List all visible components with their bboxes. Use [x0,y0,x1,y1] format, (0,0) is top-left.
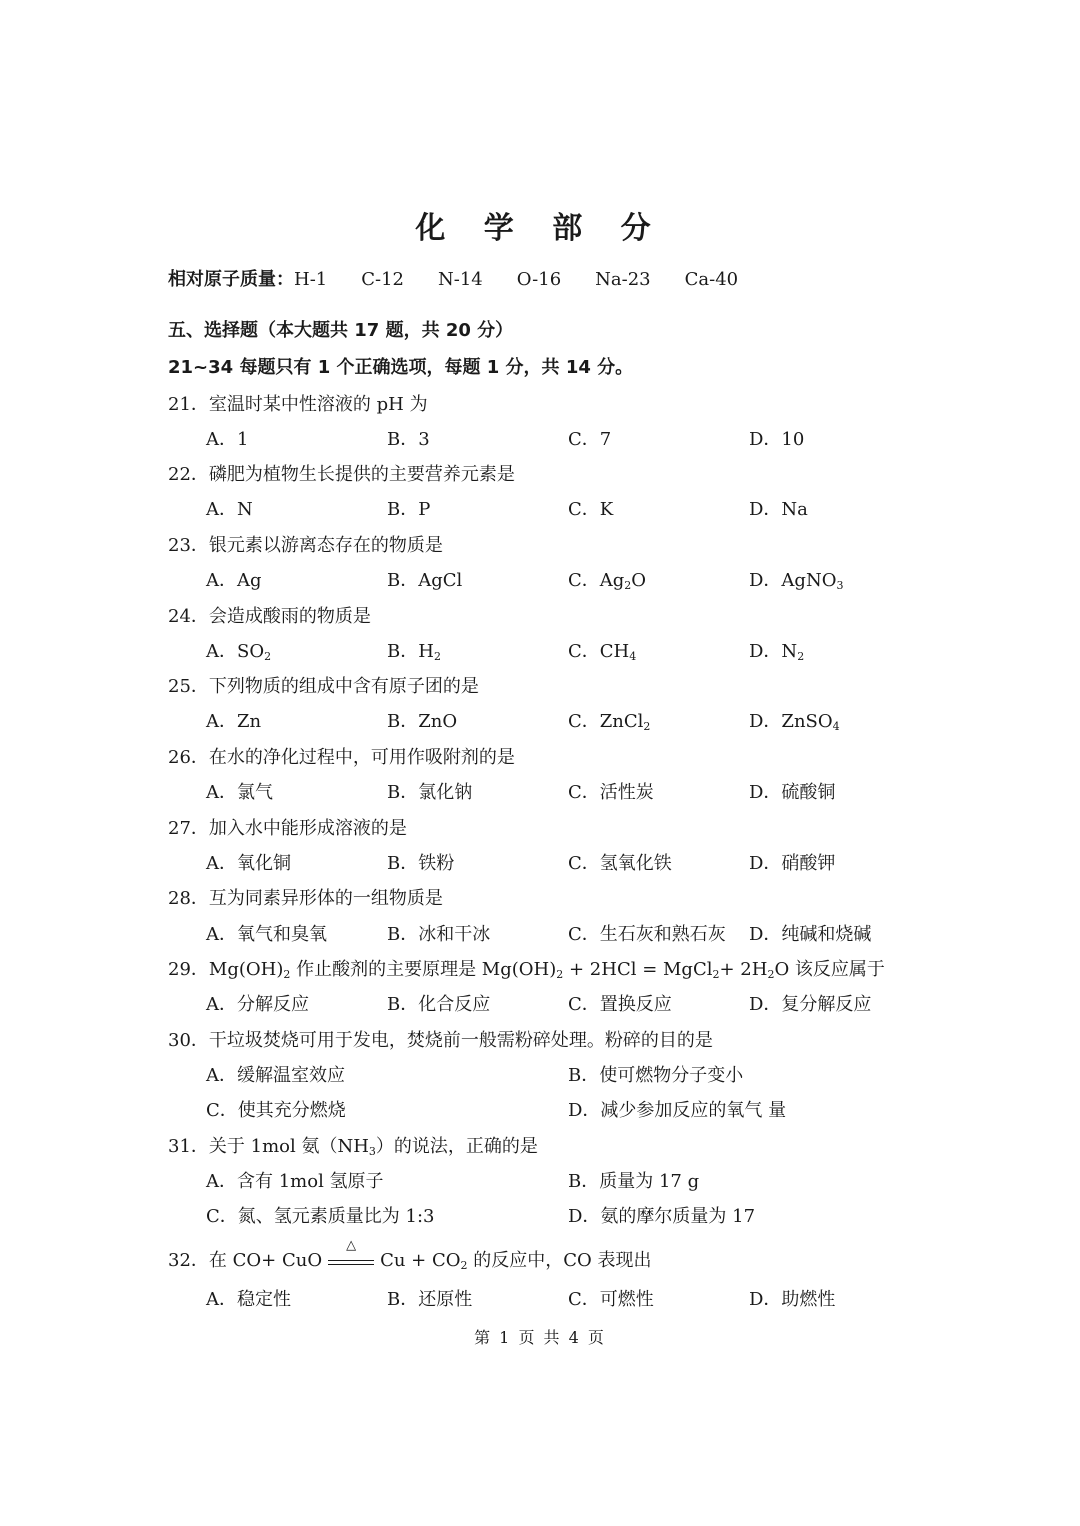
q27-option-b: B．铁粉 [387,853,455,874]
q22-option-c: C．K [568,499,614,520]
question-23-stem: 23．银元素以游离态存在的物质是 [168,535,443,556]
q25-option-b: B．ZnO [387,711,458,732]
q21-option-c: C．7 [568,429,612,450]
q21-option-a: A．1 [206,429,249,450]
q32-option-a: A．稳定性 [206,1289,291,1310]
q29-option-d: D．复分解反应 [749,994,872,1015]
q23-option-b: B．AgCl [387,570,463,591]
q22-option-b: B．P [387,499,431,520]
question-31-stem: 31．关于 1mol 氨$(NH_3)$的说法，正确的是 [168,1136,538,1158]
question-22-stem: 22．磷肥为植物生长提供的主要营养元素是 [168,464,515,485]
q22-option-a: A．N [206,499,253,520]
q21-option-b: B．3 [387,429,430,450]
question-29-stem: 29．$Mg(OH)_2$ 作止酸剂的主要原理是 $Mg(OH)_2 + 2HCl$ = MgCl$_2$+ $2H_2O$ 该反应属于 [168,959,885,981]
mass-ca: Ca-40 [684,269,739,290]
atomic-masses-label: 相对原子质量： [168,269,294,290]
q31-option-b: B．质量为 17 g [568,1171,700,1192]
q31-option-c: C．氮、氢元素质量比为 1:3 [206,1206,435,1227]
q23-option-a: A．Ag [206,570,262,591]
question-30-stem: 30．干垃圾焚烧可用于发电，焚烧前一般需粉碎处理。粉碎的目的是 [168,1030,713,1051]
page-footer: 第 1 页 共 4 页 [474,1328,606,1347]
question-32-stem: 32．在 CO+ CuO △ $Cu + CO_2$ 的反应中，CO 表现出 [168,1238,652,1272]
q29-option-b: B．化合反应 [387,994,491,1015]
q24-option-c: C．$CH_4$ [568,641,637,663]
q32-option-c: C．可燃性 [568,1289,654,1310]
q24-option-b: B．$H_2$ [387,641,441,663]
q25-option-a: A．Zn [206,711,262,732]
q30-option-b: B．使可燃物分子变小 [568,1065,744,1086]
q30-option-c: C．使其充分燃烧 [206,1100,346,1121]
question-28-stem: 28．互为同素异形体的一组物质是 [168,888,443,909]
q32-option-d: D．助燃性 [749,1289,836,1310]
q25-option-c: C．ZnCl$_2$ [568,711,651,733]
q28-option-c: C．生石灰和熟石灰 [568,924,726,945]
page-title: 化 学 部 分 [415,211,665,246]
q28-option-a: A．氧气和臭氧 [206,924,327,945]
heat-condition-sign: △ [326,1248,376,1270]
q27-option-a: A．氧化铜 [206,853,291,874]
mass-c: C-12 [361,269,404,290]
q21-option-d: D．10 [749,429,805,450]
q31-option-d: D．氨的摩尔质量为 17 [568,1206,756,1227]
q31-option-a: A．含有 1mol 氢原子 [206,1171,384,1192]
q27-option-d: D．硝酸钾 [749,853,836,874]
q29-option-c: C．置换反应 [568,994,672,1015]
question-25-stem: 25．下列物质的组成中含有原子团的是 [168,676,479,697]
section-instruction: 21~34 每题只有 1 个正确选项，每题 1 分，共 14 分。 [168,357,634,378]
mass-h: H-1 [294,269,328,290]
question-26-stem: 26．在水的净化过程中，可用作吸附剂的是 [168,747,515,768]
q28-option-b: B．冰和干冰 [387,924,491,945]
section-heading: 五、选择题（本大题共 17 题，共 20 分） [168,320,514,341]
q30-option-a: A．缓解温室效应 [206,1065,345,1086]
q28-option-d: D．纯碱和烧碱 [749,924,872,945]
question-21-stem: 21．室温时某中性溶液的 pH 为 [168,394,428,415]
q26-option-a: A．氯气 [206,782,273,803]
q27-option-c: C．氢氧化铁 [568,853,672,874]
q26-option-b: B．氯化钠 [387,782,473,803]
question-27-stem: 27．加入水中能形成溶液的是 [168,818,407,839]
q24-option-a: A．$SO_2$ [206,641,272,663]
q30-option-d: D．减少参加反应的氧气 量 [568,1100,787,1121]
q25-option-d: D．ZnSO$_4$ [749,711,840,733]
q24-option-d: D．$N_2$ [749,641,805,663]
mass-n: N-14 [438,269,483,290]
mass-na: Na-23 [595,269,651,290]
q22-option-d: D．Na [749,499,808,520]
q29-option-a: A．分解反应 [206,994,309,1015]
q23-option-c: C．$Ag_2O$ [568,570,647,592]
question-24-stem: 24．会造成酸雨的物质是 [168,606,371,627]
q26-option-c: C．活性炭 [568,782,654,803]
q23-option-d: D．AgNO$_3$ [749,570,844,592]
q32-option-b: B．还原性 [387,1289,473,1310]
atomic-masses [168,268,772,292]
mass-o: O-16 [516,269,562,290]
q26-option-d: D．硫酸铜 [749,782,836,803]
